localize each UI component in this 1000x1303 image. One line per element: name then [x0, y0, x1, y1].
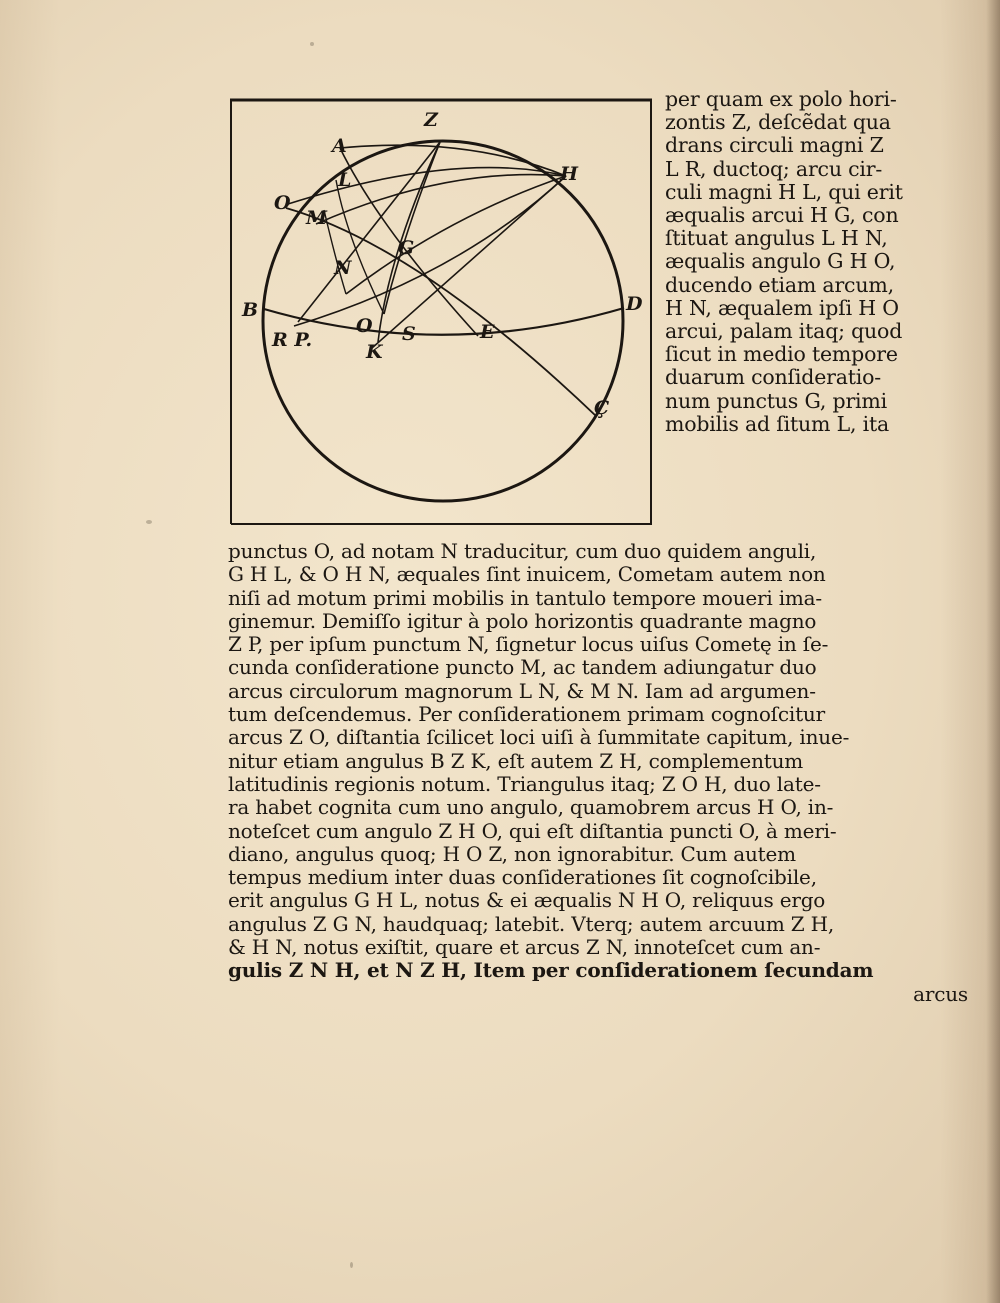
label-N: N [334, 257, 352, 279]
text-line: angulus Z G N, haudquaq; latebit. Vterq; autem arcuum Z H, [228, 911, 835, 936]
label-A: A [332, 135, 347, 157]
text-line: arcus Z O, diſtantia ſcilicet loci uiſi à ſummitate capitum, inue‑ [228, 725, 850, 750]
text-line: æqualis arcui H G, con [665, 203, 899, 228]
label-E: E [480, 321, 495, 343]
arc-M-to-N [324, 210, 346, 294]
text-line: mobilis ad ſitum L, ita [665, 411, 890, 436]
text-line: ra habet cognita cum uno angulo, quamobrem arcus H O, in‑ [228, 795, 834, 820]
text-line: Z P, per ipſum punctum N, ſignetur locus uiſus Cometę in ſe‑ [228, 632, 829, 657]
text-line: drans circuli magni Z [665, 133, 884, 158]
label-RP: R P. [272, 329, 313, 351]
label-S: S [402, 323, 416, 345]
text-line: diano, angulus quoq; H O Z, non ignorabitur. Cum autem [228, 841, 796, 866]
arc-O-to-C [286, 208, 596, 416]
text-line: num punctus G, primi [665, 388, 888, 413]
label-C: Ç [594, 397, 610, 419]
arc-H-to-R [294, 176, 566, 326]
catchword: arcus [913, 981, 968, 1006]
label-L: L [338, 169, 352, 191]
arc-H-to-A [340, 145, 566, 176]
text-line: & H N, notus exiſtit, quare et arcus Z N, innoteſcet cum an‑ [228, 935, 821, 960]
horizon-arc [264, 308, 624, 335]
text-line: gulis Z N H, et N Z H, Item per conſiderationem ſecundam [228, 958, 874, 983]
geometric-figure [228, 96, 656, 528]
text-line: æqualis angulo G H O, [665, 249, 896, 274]
body-text [228, 540, 968, 1006]
arc-H-to-M [316, 175, 566, 224]
label-M: M [306, 207, 328, 229]
ink-speck [146, 520, 152, 524]
text-line: H N, æqualem ipſi H O [665, 295, 899, 320]
text-line: duarum conſideratio‑ [665, 365, 882, 390]
label-D: D [626, 293, 643, 315]
ink-speck [350, 1262, 353, 1268]
label-G: G [398, 237, 415, 259]
text-line: tempus medium inter duas conſiderationes ſit cognoſcibile, [228, 865, 817, 890]
text-line: ſicut in medio tempore [665, 342, 898, 367]
label-Z: Z [424, 109, 438, 131]
text-line: L R, ductoq; arcu cir‑ [665, 156, 883, 181]
text-line: culi magni H L, qui erit [665, 179, 903, 204]
side-column-text [665, 88, 955, 436]
text-line: G H L, & O H N, æquales ſint inuicem, Cometam autem non [228, 562, 826, 587]
arc-Z-to-O [384, 142, 440, 314]
arc-H-to-N [346, 176, 566, 294]
ink-speck [310, 42, 314, 46]
label-B: B [242, 299, 259, 321]
label-O-center: O [356, 315, 373, 337]
text-line: cunda conſideratione puncto M, ac tandem adiungatur duo [228, 655, 817, 680]
arc-Z-to-P [298, 142, 440, 322]
text-line: niſi ad motum primi mobilis in tantulo tempore moueri ima‑ [228, 585, 822, 610]
text-line: ginemur. Demiſſo igitur à polo horizontis quadrante magno [228, 608, 817, 633]
label-O: O [274, 192, 291, 214]
text-line: arcui, palam itaq; quod [665, 319, 903, 344]
label-K: K [366, 341, 383, 363]
text-line: punctus O, ad notam N traducitur, cum duo quidem anguli, [228, 539, 817, 563]
text-line: latitudinis regionis notum. Triangulus itaq; Z O H, duo late‑ [228, 771, 821, 796]
text-line: noteſcet cum angulo Z H O, qui eſt diſtantia puncti O, à meri‑ [228, 818, 837, 843]
text-line: per quam ex polo hori‑ [665, 87, 897, 111]
page-gutter-shadow [986, 0, 1000, 1303]
text-line: erit angulus G H L, notus & ei æqualis N H O, reliquus ergo [228, 888, 826, 913]
text-line: ducendo etiam arcum, [665, 272, 894, 297]
text-line: nitur etiam angulus B Z K, eſt autem Z H, complementum [228, 748, 804, 773]
text-line: tum deſcendemus. Per conſiderationem primam cognoſcitur [228, 702, 825, 727]
label-H: H [560, 163, 578, 185]
text-line: arcus circulorum magnorum L N, & M N. Iam ad argumen‑ [228, 678, 816, 703]
celestial-sphere-diagram [228, 96, 656, 528]
text-line: ſtituat angulus L H N, [665, 226, 888, 251]
text-line: zontis Z, deſcẽdat qua [665, 110, 891, 135]
